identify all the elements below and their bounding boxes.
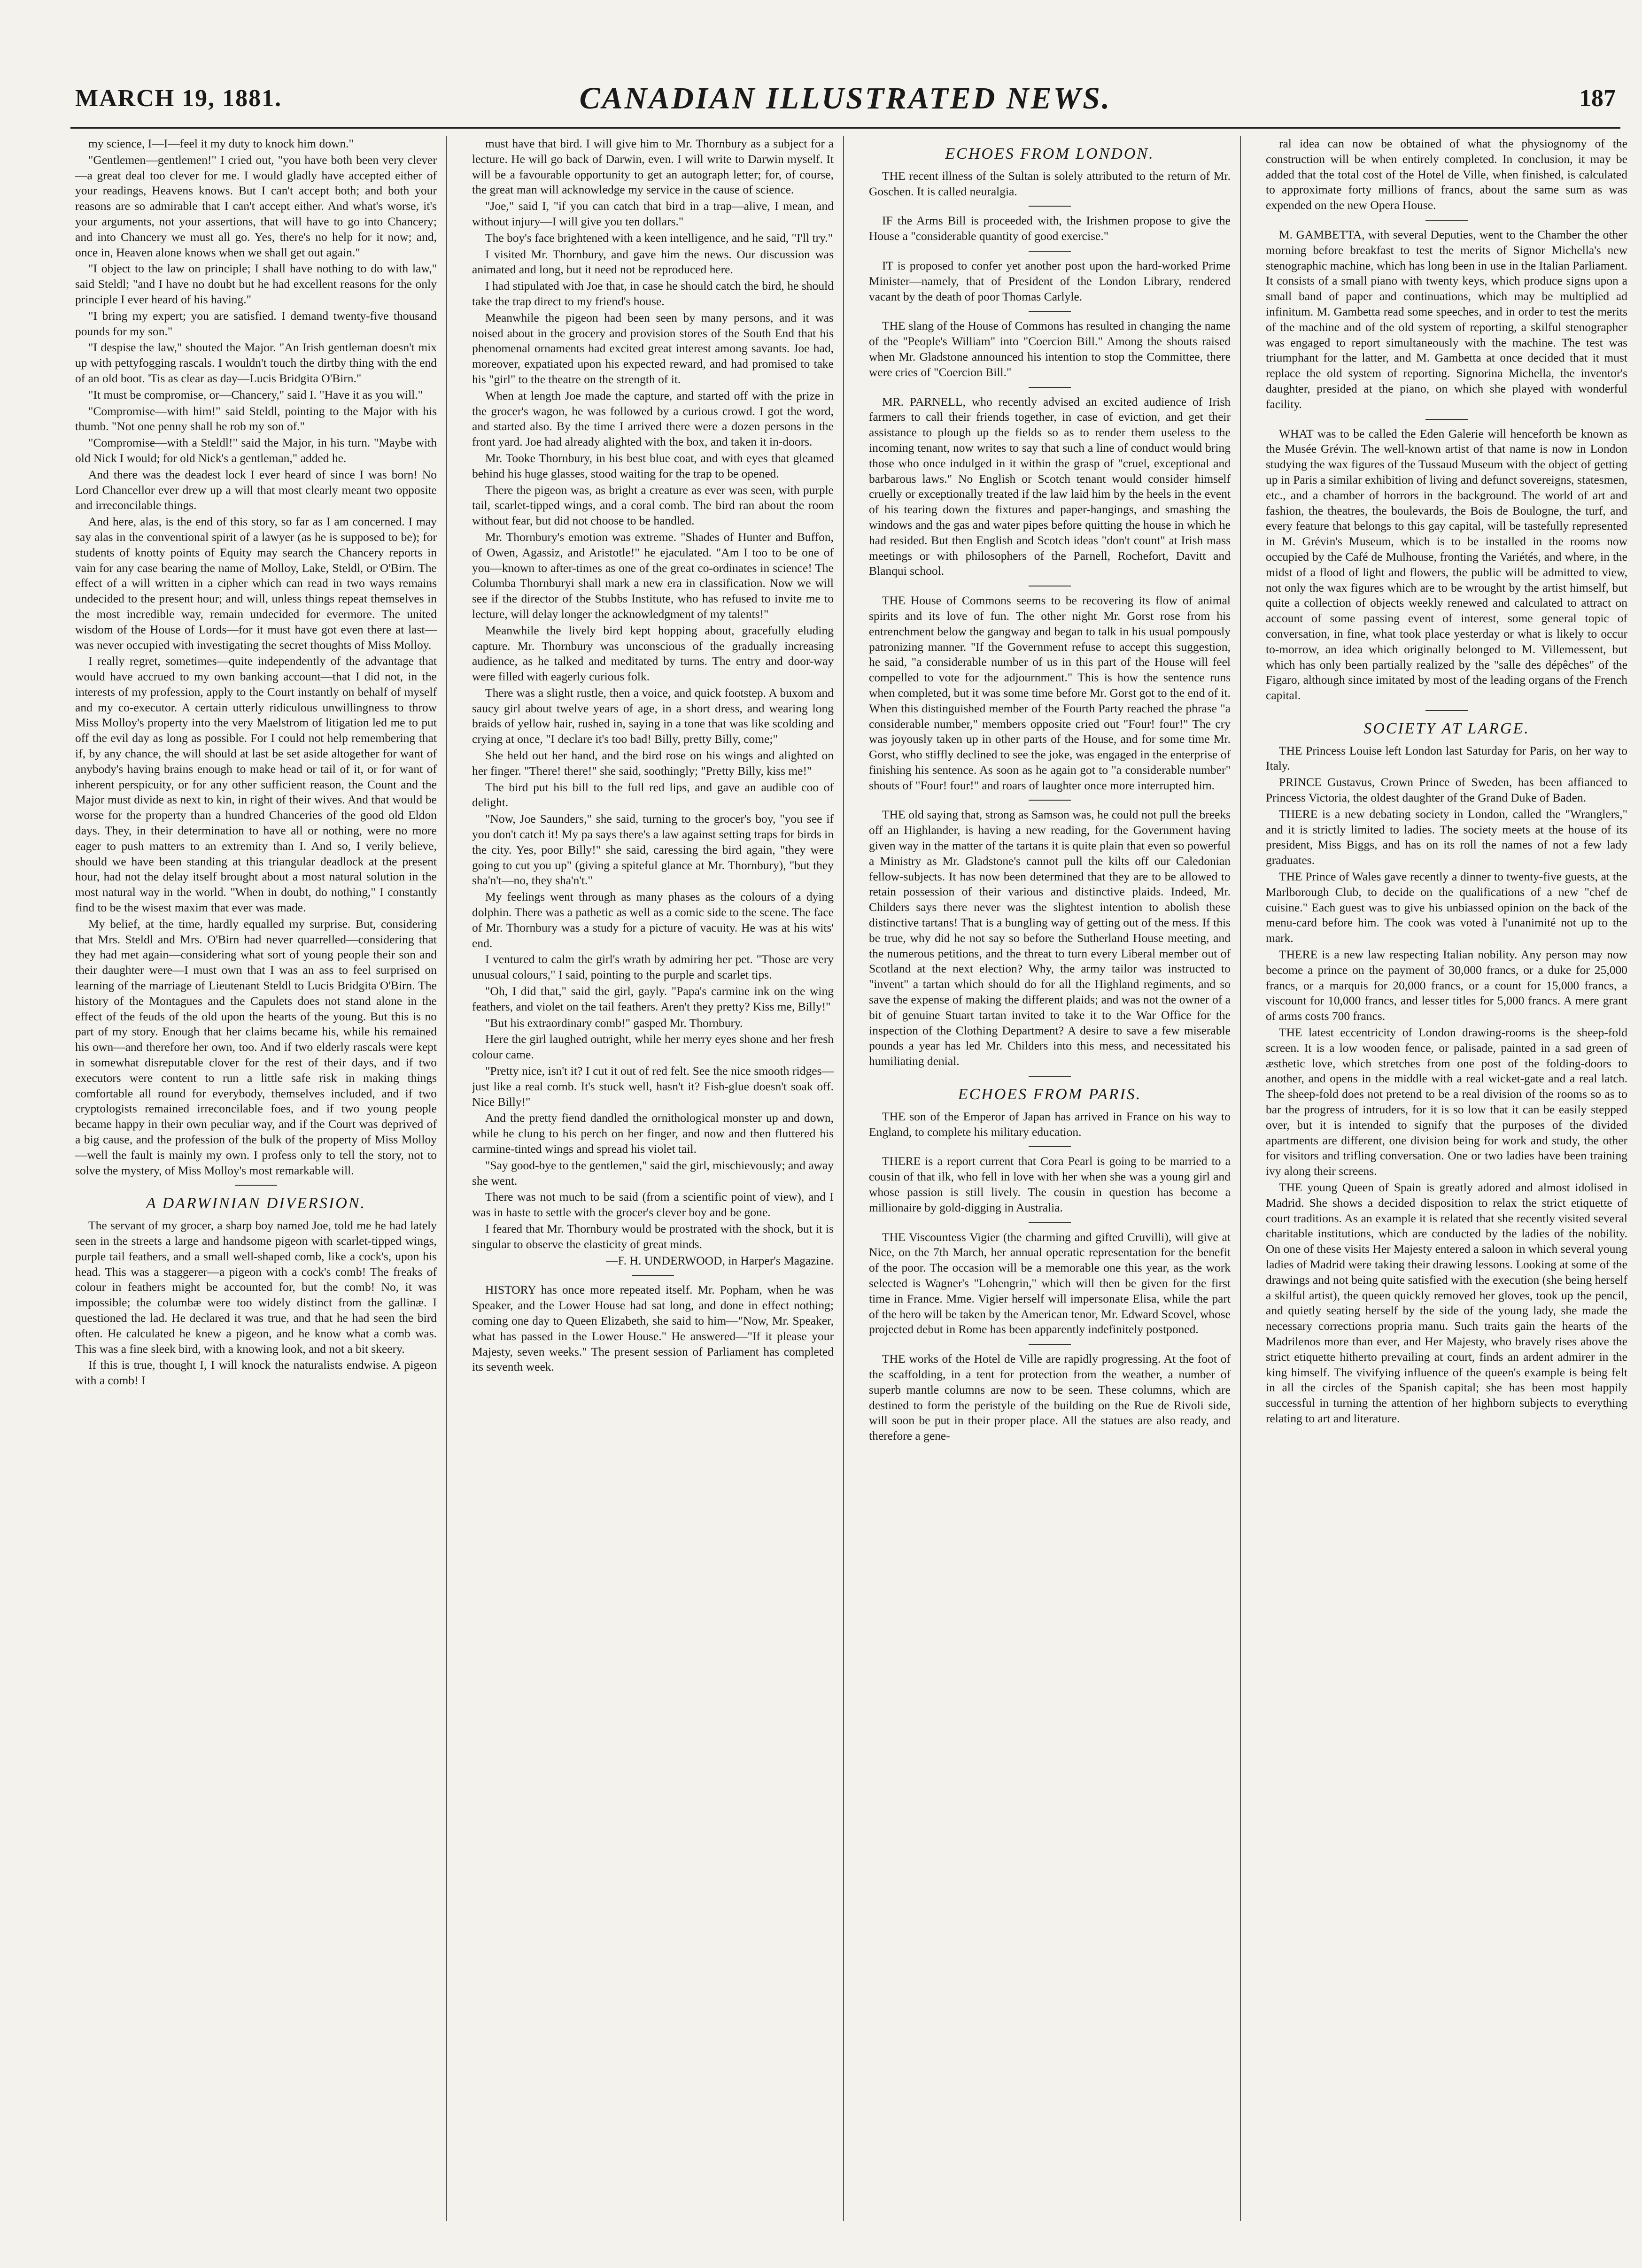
article-columns bbox=[70, 136, 1627, 2221]
paragraph: The boy's face brightened with a keen intelligence, and he said, "I'll try." bbox=[485, 231, 833, 245]
column-1 bbox=[75, 136, 437, 2221]
issue-date: MARCH 19, 1881. bbox=[75, 85, 282, 112]
section-heading: ECHOES FROM PARIS. bbox=[958, 1086, 1142, 1103]
column-rule bbox=[446, 136, 447, 2221]
item-divider bbox=[1029, 206, 1071, 207]
news-item: IF the Arms Bill is proceeded with, the Irishmen propose to give the House a "considerable quantity of good exercise." bbox=[869, 214, 1231, 243]
column-2 bbox=[472, 136, 834, 2221]
item-divider bbox=[1029, 387, 1071, 388]
news-item: THE Princess Louise left London last Saturday for Paris, on her way to Italy. bbox=[1266, 743, 1627, 773]
newspaper-page bbox=[70, 70, 1627, 2221]
paragraph: "Pretty nice, isn't it? I cut it out of red felt. See the nice smooth ridges—just like a real comb. It's stuck well, hasn't it? Fish-glue doesn't soak off. Nice Billy!" bbox=[472, 1064, 834, 1109]
paragraph: And here, alas, is the end of this story, so far as I am concerned. I may say alas in the conventional spirit of a lawyer (as he is supposed to be); for students of knotty points of Equity may search the Chancery reports in vain for any case bearing the name of Molloy, Lake, Steldl, or O'Birn. The effect of a will written in a cipher which can read in two ways remains undecided to the present hour; and will, unless things repeat themselves in the most incredible way, remain undecided for evermore. The united wisdom of the House of Lords—for it must have got even there at last—was never occupied with investigating the secret thoughts of Miss Molloy. bbox=[75, 515, 437, 652]
column-rule bbox=[1240, 136, 1241, 2221]
paragraph: Mr. Thornbury's emotion was extreme. "Shades of Hunter and Buffon, of Owen, Agassiz, and Aristotle!" he ejaculated. "Am I too to be one of you—known to after-times as one of the great co-ordinates in science! The Columba Thornburyi shall mark a new era in classification. Now we will see if the director of the Stubbs Institute, who has refused to invite me to lecture, will delay longer the acknowledgment of my talents!" bbox=[472, 530, 834, 621]
news-item: M. GAMBETTA, with several Deputies, went to the Chamber the other morning before breakfast to test the merits of Signor Michella's new stenographic machine, which has long been in use in the Italian Parliament. It consists of a small piano with twenty keys, which produce signs upon a small band of paper and continuations, which may be multiplied ad infinitum. M. Gambetta read some speeches, and in order to test the merits of the machine and of the old system of reporting, a skilful stenographer was engaged to report simultaneously with the machine. The test was triumphant for the latter, and M. Gambetta at once decided that it must replace the old system of reporting. Signorina Michella, the inventor's daughter, presided at the piano, on which she played with wonderful facility. bbox=[1266, 227, 1627, 411]
news-item: THE recent illness of the Sultan is solely attributed to the return of Mr. Goschen. It is called neuralgia. bbox=[869, 169, 1231, 198]
item-divider bbox=[1425, 419, 1468, 420]
paragraph: "Oh, I did that," said the girl, gayly. "Papa's carmine ink on the wing feathers, and violet on the tail feathers. Aren't they pretty? Kiss me, Billy!" bbox=[472, 984, 834, 1013]
paragraph: "Compromise—with a Steldl!" said the Major, in his turn. "Maybe with old Nick I would; for old Nick's a gentleman," added he. bbox=[75, 436, 437, 465]
section-heading: SOCIETY AT LARGE. bbox=[1363, 719, 1530, 737]
paragraph: Mr. Tooke Thornbury, in his best blue coat, and with eyes that gleamed behind his huge glasses, stood waiting for the trap to be opened. bbox=[472, 451, 834, 480]
paragraph: "I bring my expert; you are satisfied. I demand twenty-five thousand pounds for my son." bbox=[75, 309, 437, 338]
paragraph: My feelings went through as many phases as the colours of a dying dolphin. There was a pathetic as well as a comic side to the scene. The face of Mr. Thornbury was a study for a picture of vacuity. He was at his wits' end. bbox=[472, 890, 834, 950]
paragraph: "I object to the law on principle; I shall have nothing to do with law," said Steldl; "and I have no doubt but he had excellent reasons for the only principle I ever heard of his having." bbox=[75, 262, 437, 306]
paragraph: I feared that Mr. Thornbury would be prostrated with the shock, but it is singular to observe the elasticity of great minds. bbox=[472, 1221, 834, 1251]
paragraph: There was not much to be said (from a scientific point of view), and I was in haste to settle with the grocer's clever boy and be gone. bbox=[472, 1190, 834, 1219]
paragraph: "Joe," said I, "if you can catch that bird in a trap—alive, I mean, and without injury—I will give you ten dollars." bbox=[472, 199, 834, 228]
paragraph: There the pigeon was, as bright a creature as ever was seen, with purple tail, scarlet-tipped wings, and a coral comb. The bird ran about the room without fear, but did not choose to be handled. bbox=[472, 483, 834, 528]
page-number: 187 bbox=[1579, 85, 1616, 112]
paragraph: The bird put his bill to the full red lips, and gave an audible coo of delight. bbox=[472, 780, 834, 810]
news-item: MR. PARNELL, who recently advised an excited audience of Irish farmers to call their friends together, in case of eviction, and get their assistance to plough up the fields so as to render them useless to the incoming tenant, now writes to say that such a line of conduct would bring those who once indulged in it within the grasp of "cruel, exceptional and barbarous laws." No English or Scotch tenant would consider himself cruelly or exceptionally treated if the law laid him by the heels in the event of his tearing down the fixtures and paper-hangings, and smashing the windows and the gas and water pipes before quitting the house in which he had resided. But then English and Scotch ideas "don't count" at Irish mass meetings or with philosophers of the Parnell, Rochefort, Davitt and Blanqui school. bbox=[869, 394, 1231, 578]
column-4 bbox=[1266, 136, 1627, 2221]
paragraph: Here the girl laughed outright, while her merry eyes shone and her fresh colour came. bbox=[472, 1032, 834, 1062]
section-divider bbox=[1425, 710, 1468, 711]
item-divider bbox=[1029, 800, 1071, 801]
paragraph: I really regret, sometimes—quite independently of the advantage that would have accrued to my own banking account—that I did not, in the interests of my profession, apply to the Court instantly on behalf of myself and my co-executor. A certain utterly ridiculous unwillingness to throw Miss Molloy's property into the very Maelstrom of litigation led me to put off the evil day as long as possible. For I could not help remembering that if, by any chance, the will should at last be set aside altogether for want of anybody's having brains enough to make head or tail of it, or for want of inherent perspicuity, or for any other sufficient reason, the Count and the Major must divide as next to kin, in right of their wives. And that would be worse for the property than a hundred Chanceries of the good old Eldon days. They, in their determination to have all or nothing, were no more eager to push matters to an extremity than I. And so, I verily believe, should we have been standing at this triangular deadlock at the present hour, had not the delay itself brought about a most natural solution in the most natural way in the world. "When in doubt, do nothing," I constantly find to be the wisest maxim that ever was made. bbox=[75, 654, 437, 915]
news-item: THE latest eccentricity of London drawing-rooms is the sheep-fold screen. It is a low wooden fence, or palisade, painted in a sad green of æsthetic love, which stretches from one post of the folding-doors to another, and opens in the middle with a real wicket-gate and a real latch. The sheep-fold does not pretend to be a real division of the rooms so as to bar the progress of intruders, for it is so low that it can be easily stepped over, but it is intended to signify that the purposes of the divided apartments are different, one division being for work and study, the other for visitors and trifling conversation. One or two ladies have been training ivy along their screens. bbox=[1266, 1026, 1627, 1178]
item-divider bbox=[1029, 1146, 1071, 1147]
paragraph: She held out her hand, and the bird rose on his wings and alighted on her finger. "There! there!" she said, soothingly; "Pretty Billy, kiss me!" bbox=[472, 748, 834, 778]
item-divider bbox=[1029, 311, 1071, 312]
news-item: THERE is a new law respecting Italian nobility. Any person may now become a prince on the payment of 30,000 francs, or a duke for 25,000 francs, or a marquis for 20,000 francs, or a count for 15,000 francs, a viscount for 10,000 francs, and lesser titles for 5,000 francs. A mere grant of arms costs 700 francs. bbox=[1266, 948, 1627, 1023]
news-item: THE works of the Hotel de Ville are rapidly progressing. At the foot of the scaffolding, in a tent for protection from the weather, a number of superb mantle columns are now to be seen. These columns, which are destined to form the peristyle of the building on the Rue de Rivoli side, will soon be put in their proper place. All the statues are also ready, and therefore a gene- bbox=[869, 1352, 1231, 1443]
paragraph: And the pretty fiend dandled the ornithological monster up and down, while he clung to his perch on her finger, and now and then fluttered his carmine-tinted wings and spread his violet tail. bbox=[472, 1111, 834, 1156]
paragraph: When at length Joe made the capture, and started off with the prize in the grocer's wagon, he was followed by a curious crowd. I got the word, and started also. By the time I arrived there were a dozen persons in the front yard. Joe had already alighted with the box, and taken it in-doors. bbox=[472, 388, 834, 449]
section-heading: ECHOES FROM LONDON. bbox=[945, 145, 1154, 162]
news-item: THE young Queen of Spain is greatly adored and almost idolised in Madrid. She shows a decided disposition to relax the strict etiquette of court traditions. As an example it is related that she recently visited several charitable institutions, which are conducted by the ladies of the nobility. On one of these visits Her Majesty entered a saloon in which several young ladies of Madrid were taking their drawing lessons. Looking at some of the drawings and not being quite satisfied with the execution (she being herself a skilful artist), the queen quickly removed her gloves, took up the pencil, and quietly seating herself by the side of the young lady, she made the necessary corrections propria manu. Such traits gain the hearts of the Madrilenos more than ever, and Her Majesty, who bravely rises above the strict etiquette hitherto prevailing at court, finds an ardent admirer in the king himself. The vivifying influence of the queen's example is being felt in all the circles of the Spanish capital; she has been most happily successful in turning the attention of her highborn subjects to everything relating to art and literature. bbox=[1266, 1180, 1627, 1425]
paragraph: I had stipulated with Joe that, in case he should catch the bird, he should take the trap direct to my friend's house. bbox=[472, 279, 834, 308]
paragraph: HISTORY has once more repeated itself. Mr. Popham, when he was Speaker, and the Lower House had sat long, and done in effect nothing; coming one day to Queen Elizabeth, she said to him—"Now, Mr. Speaker, what has passed in the Lower House." He answered—"If it please your Majesty, seven weeks." The present session of Parliament has completed its seventh week. bbox=[472, 1283, 834, 1374]
paragraph: "But his extraordinary comb!" gasped Mr. Thornbury. bbox=[485, 1016, 743, 1030]
news-item: THE House of Commons seems to be recovering its flow of animal spirits and its love of fun. The other night Mr. Gorst rose from his entrenchment below the gangway and began to talk in his usual pompously patronizing manner. "If the Government refuse to accept this suggestion, he said, "a considerable number of us in this part of the House will feel compelled to vote for the adjournment." This is how the sentence runs when completed, but it was some time before Mr. Gorst got to the end of it. When this distinguished member of the Fourth Party reached the phrase "a considerable number," members opposite cried out "Four! four!" The cry was joyously taken up in other parts of the House, and for some time Mr. Gorst, who stiffly declined to see the joke, was engaged in the enterprise of finishing his sentence. As soon as he again got to "a considerable number" shouts of "Four! four!" and roars of laughter once more interrupted him. bbox=[869, 594, 1231, 792]
paragraph: Meanwhile the pigeon had been seen by many persons, and it was noised about in the grocery and provision stores of the South End that his phenomenal ornaments had excited great interest among savants. Joe had, moreover, expatiated upon his expected reward, and had promised to take his "girl" to the theatre on the strength of it. bbox=[472, 310, 834, 386]
news-item: WHAT was to be called the Eden Galerie will henceforth be known as the Musée Grévin. The well-known artist of that name is now in London studying the wax figures of the Tussaud Museum with the object of getting up in Paris a similar exhibition of living and defunct sovereigns, statesmen, etc., and a chamber of horrors in the background. The world of art and fashion, the theatres, the boulevards, the Bois de Boulogne, the turf, and every feature that belongs to this gay capital, will be tastefully represented in M. Grévin's Museum, which is to be installed in the rooms now occupied by the Café de Mulhouse, fronting the Variétés, and where, in the midst of a flood of light and flowers, the public will be admitted to view, not only the wax figures which are to be wrought by the artist himself, but quite a collection of objects weekly renewed and calculated to attract on account of some passing event of interest, some general topic of conversation, in fine, what took place yesterday or what is likely to occur to-morrow, an idea which originally belonged to M. Villemessent, but which has only been partially realized by the "salle des dépêches" of the Figaro, although since imitated by most of the leading organs of the French capital. bbox=[1266, 426, 1627, 702]
paragraph: Meanwhile the lively bird kept hopping about, gracefully eluding capture. Mr. Thornbury was unconscious of the gradually increasing audience, as he talked and meditated by turns. The entry and door-way were filled with eagerly curious folk. bbox=[472, 623, 834, 684]
section-divider bbox=[1029, 1076, 1071, 1077]
paragraph: The servant of my grocer, a sharp boy named Joe, told me he had lately seen in the streets a large and handsome pigeon with scarlet-tipped wings, purple tail feathers, and a small well-shaped comb, like a cock's, upon his head. This was a staggerer—a pigeon with a cock's comb! The freaks of colour in feathers might be accounted for, but the comb! No, it was impossible; the columbæ were too widely distinct from the gallinæ. I questioned the lad. He declared it was true, and that he had seen the bird often. He calculated he knew a pigeon, and he know what a comb was. This was a fine sleek bird, with a knowing look, and not a bit skeery. bbox=[75, 1219, 437, 1356]
paragraph: "I despise the law," shouted the Major. "An Irish gentleman doesn't mix up with pettyfogging rascals. I wouldn't touch the dirtby thing with the end of an old boot. 'Tis as clear as day—Lucis Bridgita O'Birn." bbox=[75, 340, 437, 385]
paragraph: And there was the deadest lock I ever heard of since I was born! No Lord Chancellor ever drew up a will that most clearly meant two opposite and irreconcilable things. bbox=[75, 467, 437, 512]
item-divider bbox=[1029, 1222, 1071, 1223]
section-divider bbox=[632, 1275, 674, 1276]
article-signature: —F. H. UNDERWOOD, in Harper's Magazine. bbox=[606, 1253, 834, 1267]
news-item: IT is proposed to confer yet another post upon the hard-worked Prime Minister—namely, that of President of the London Library, rendered vacant by the death of poor Thomas Carlyle. bbox=[869, 258, 1231, 303]
paragraph: "Gentlemen—gentlemen!" I cried out, "you have both been very clever—a great deal too clever for me. I would gladly have accepted either of your readings, Heavens knows. But I can't accept both; and both your reasons are so admirable that I can't accept either. And what's worse, it's your arguments, not your assertions, that will have to go into Chancery; and into Chancery we must all go. Yes, there's no help for it now; and, once in, Heaven alone knows when we shall get out again." bbox=[75, 153, 437, 259]
paragraph: must have that bird. I will give him to Mr. Thornbury as a subject for a lecture. He will go back of Darwin, even. I will write to Darwin myself. It will be a favourable opportunity to get an autograph letter; for, of course, the great man will acknowledge my service in the cause of science. bbox=[472, 137, 834, 197]
paragraph: "Now, Joe Saunders," she said, turning to the grocer's boy, "you see if you don't catch it! My pa says there's a law against setting traps for birds in the city. Yes, poor Billy!" she said, caressing the bird again, "they were going to cut you up" (giving a spiteful glance at Mr. Thornbury), "but they sha'n't—no, they sha'n't." bbox=[472, 812, 834, 887]
paragraph: "Compromise—with him!" said Steldl, pointing to the Major with his thumb. "Not one penny shall he rob my son of." bbox=[75, 404, 437, 433]
column-3 bbox=[869, 136, 1231, 2221]
news-item: THERE is a report current that Cora Pearl is going to be married to a cousin of that ilk, who fell in love with her when she was a young girl and whose passion is still lively. The cousin in question has become a millionaire by gold-digging in Australia. bbox=[869, 1154, 1231, 1214]
paragraph: "It must be compromise, or—Chancery," said I. "Have it as you will." bbox=[88, 387, 423, 401]
paragraph: my science, I—I—feel it my duty to knock him down." bbox=[88, 137, 354, 150]
item-divider bbox=[1029, 251, 1071, 252]
item-divider bbox=[1425, 220, 1468, 221]
news-item: THE Viscountess Vigier (the charming and gifted Cruvilli), will give at Nice, on the 7th March, her annual operatic representation for the benefit of the poor. The occasion will be a memorable one this year, as the work selected is Wagner's "Lohengrin," which will then be given for the first time in France. Mme. Vigier herself will impersonate Elisa, while the part of the hero will be taken by the American tenor, Mr. Edward Scovel, whose projected debut in Rome has been apparently indefinitely postponed. bbox=[869, 1230, 1231, 1336]
news-item: PRINCE Gustavus, Crown Prince of Sweden, has been affianced to Princess Victoria, the oldest daughter of the Grand Duke of Baden. bbox=[1266, 775, 1627, 805]
news-item: THE old saying that, strong as Samson was, he could not pull the breeks off an Highlander, is having a new reading, for the Government having given way in the matter of the tartans it is quite plain that even so powerful a Ministry as Mr. Gladstone's cannot pull the kilts off our Caledonian fellow-subjects. It has now been determined that they are to be allowed to retain possession of their various and distinctive plaids. Indeed, Mr. Childers says there never was the slightest intention to abolish these distinctive tartans! That is a bungling way of getting out of the mess. If this be true, why did he not say so before the Sutherland House meeting, and the numerous petitions, and the threat to turn every Liberal member out of Scotland at the next election? Why, the army tailor was instructed to "invent" a tartan which should do for all the Highland regiments, and so save the expense of making the different plaids; and was not the owner of a bit of genuine Stuart tartan invited to take it to the War Office for the inspection of the Clothing Department? A desire to save a few miserable pounds a year has led Mr. Childers into this mess, and necessitated his humiliating denial. bbox=[869, 808, 1231, 1068]
news-item: THE son of the Emperor of Japan has arrived in France on his way to England, to complete his military education. bbox=[869, 1109, 1231, 1139]
paragraph: "Say good-bye to the gentlemen," said the girl, mischievously; and away she went. bbox=[472, 1158, 834, 1188]
section-divider bbox=[235, 1185, 277, 1186]
news-item: ral idea can now be obtained of what the physiognomy of the construction will be when entirely completed. In conclusion, it may be added that the total cost of the Hotel de Ville, when finished, is calculated to approximate forty millions of francs, about the same sum as was expended on the new Opera House. bbox=[1266, 137, 1627, 212]
column-rule bbox=[843, 136, 844, 2221]
newspaper-title: CANADIAN ILLUSTRATED NEWS. bbox=[579, 81, 1112, 116]
item-divider bbox=[1029, 1344, 1071, 1345]
section-heading: A DARWINIAN DIVERSION. bbox=[146, 1195, 366, 1212]
paragraph: If this is true, thought I, I will knock the naturalists endwise. A pigeon with a comb! I bbox=[75, 1358, 437, 1388]
paragraph: I visited Mr. Thornbury, and gave him the news. Our discussion was animated and long, but it need not be reproduced here. bbox=[472, 247, 834, 277]
masthead bbox=[70, 70, 1620, 129]
paragraph: There was a slight rustle, then a voice, and quick footstep. A buxom and saucy girl about twelve years of age, in a short dress, and wearing long braids of yellow hair, rushed in, saying in a tone that was like scolding and crying at once, "I declare it's too bad! Billy, pretty Billy, come;" bbox=[472, 686, 834, 746]
paragraph: I ventured to calm the girl's wrath by admiring her pet. "Those are very unusual colours," I said, pointing to the purple and scarlet tips. bbox=[472, 952, 834, 982]
paragraph: My belief, at the time, hardly equalled my surprise. But, considering that Mrs. Steldl and Mrs. O'Birn had never quarrelled—considering that they had met again—considering what sort of young people their son and their daughter were—I must own that I was an ass to feel surprised on learning of the marriage of Lieutenant Steldl to Lucis Bridgita O'Birn. The history of the Montagues and the Capulets does not stand alone in the effect of the feuds of the old upon the hearts of the young. But this is no part of my story. Enough that her claims became his, while his remained his own—and therefore her own, too. And if two elderly rascals were kept in somewhat disreputable clover for the rest of their days, and if two executors were content to run a little safe risk in making things comfortable all round for everybody, themselves included, and if two cryptologists remained irreconcilable foes, and if two young people became happy in their own peculiar way, and if the Court was deprived of a big cause, and the profession of the bulk of the property of Miss Molloy—well the fault is mainly my own. I profess only to tell the story, not to solve the mystery, of Miss Molloy's most remarkable will. bbox=[75, 917, 437, 1177]
news-item: THE slang of the House of Commons has resulted in changing the name of the "People's William" into "Coercion Bill." Among the shouts raised when Mr. Gladstone announced his intention to stop the Committee, there were cries of "Coercion Bill." bbox=[869, 319, 1231, 379]
news-item: THE Prince of Wales gave recently a dinner to twenty-five guests, at the Marlborough Club, to decide on the qualifications of a new "chef de cuisine." Each guest was to give his unbiassed opinion on the back of the menu-card before him. The cook was voted à l'unanimité not up to the mark. bbox=[1266, 870, 1627, 945]
news-item: THERE is a new debating society in London, called the "Wranglers," and it is strictly limited to ladies. The society meets at the house of its president, Miss Biggs, and has on its roll the names of not a few lady graduates. bbox=[1266, 807, 1627, 867]
